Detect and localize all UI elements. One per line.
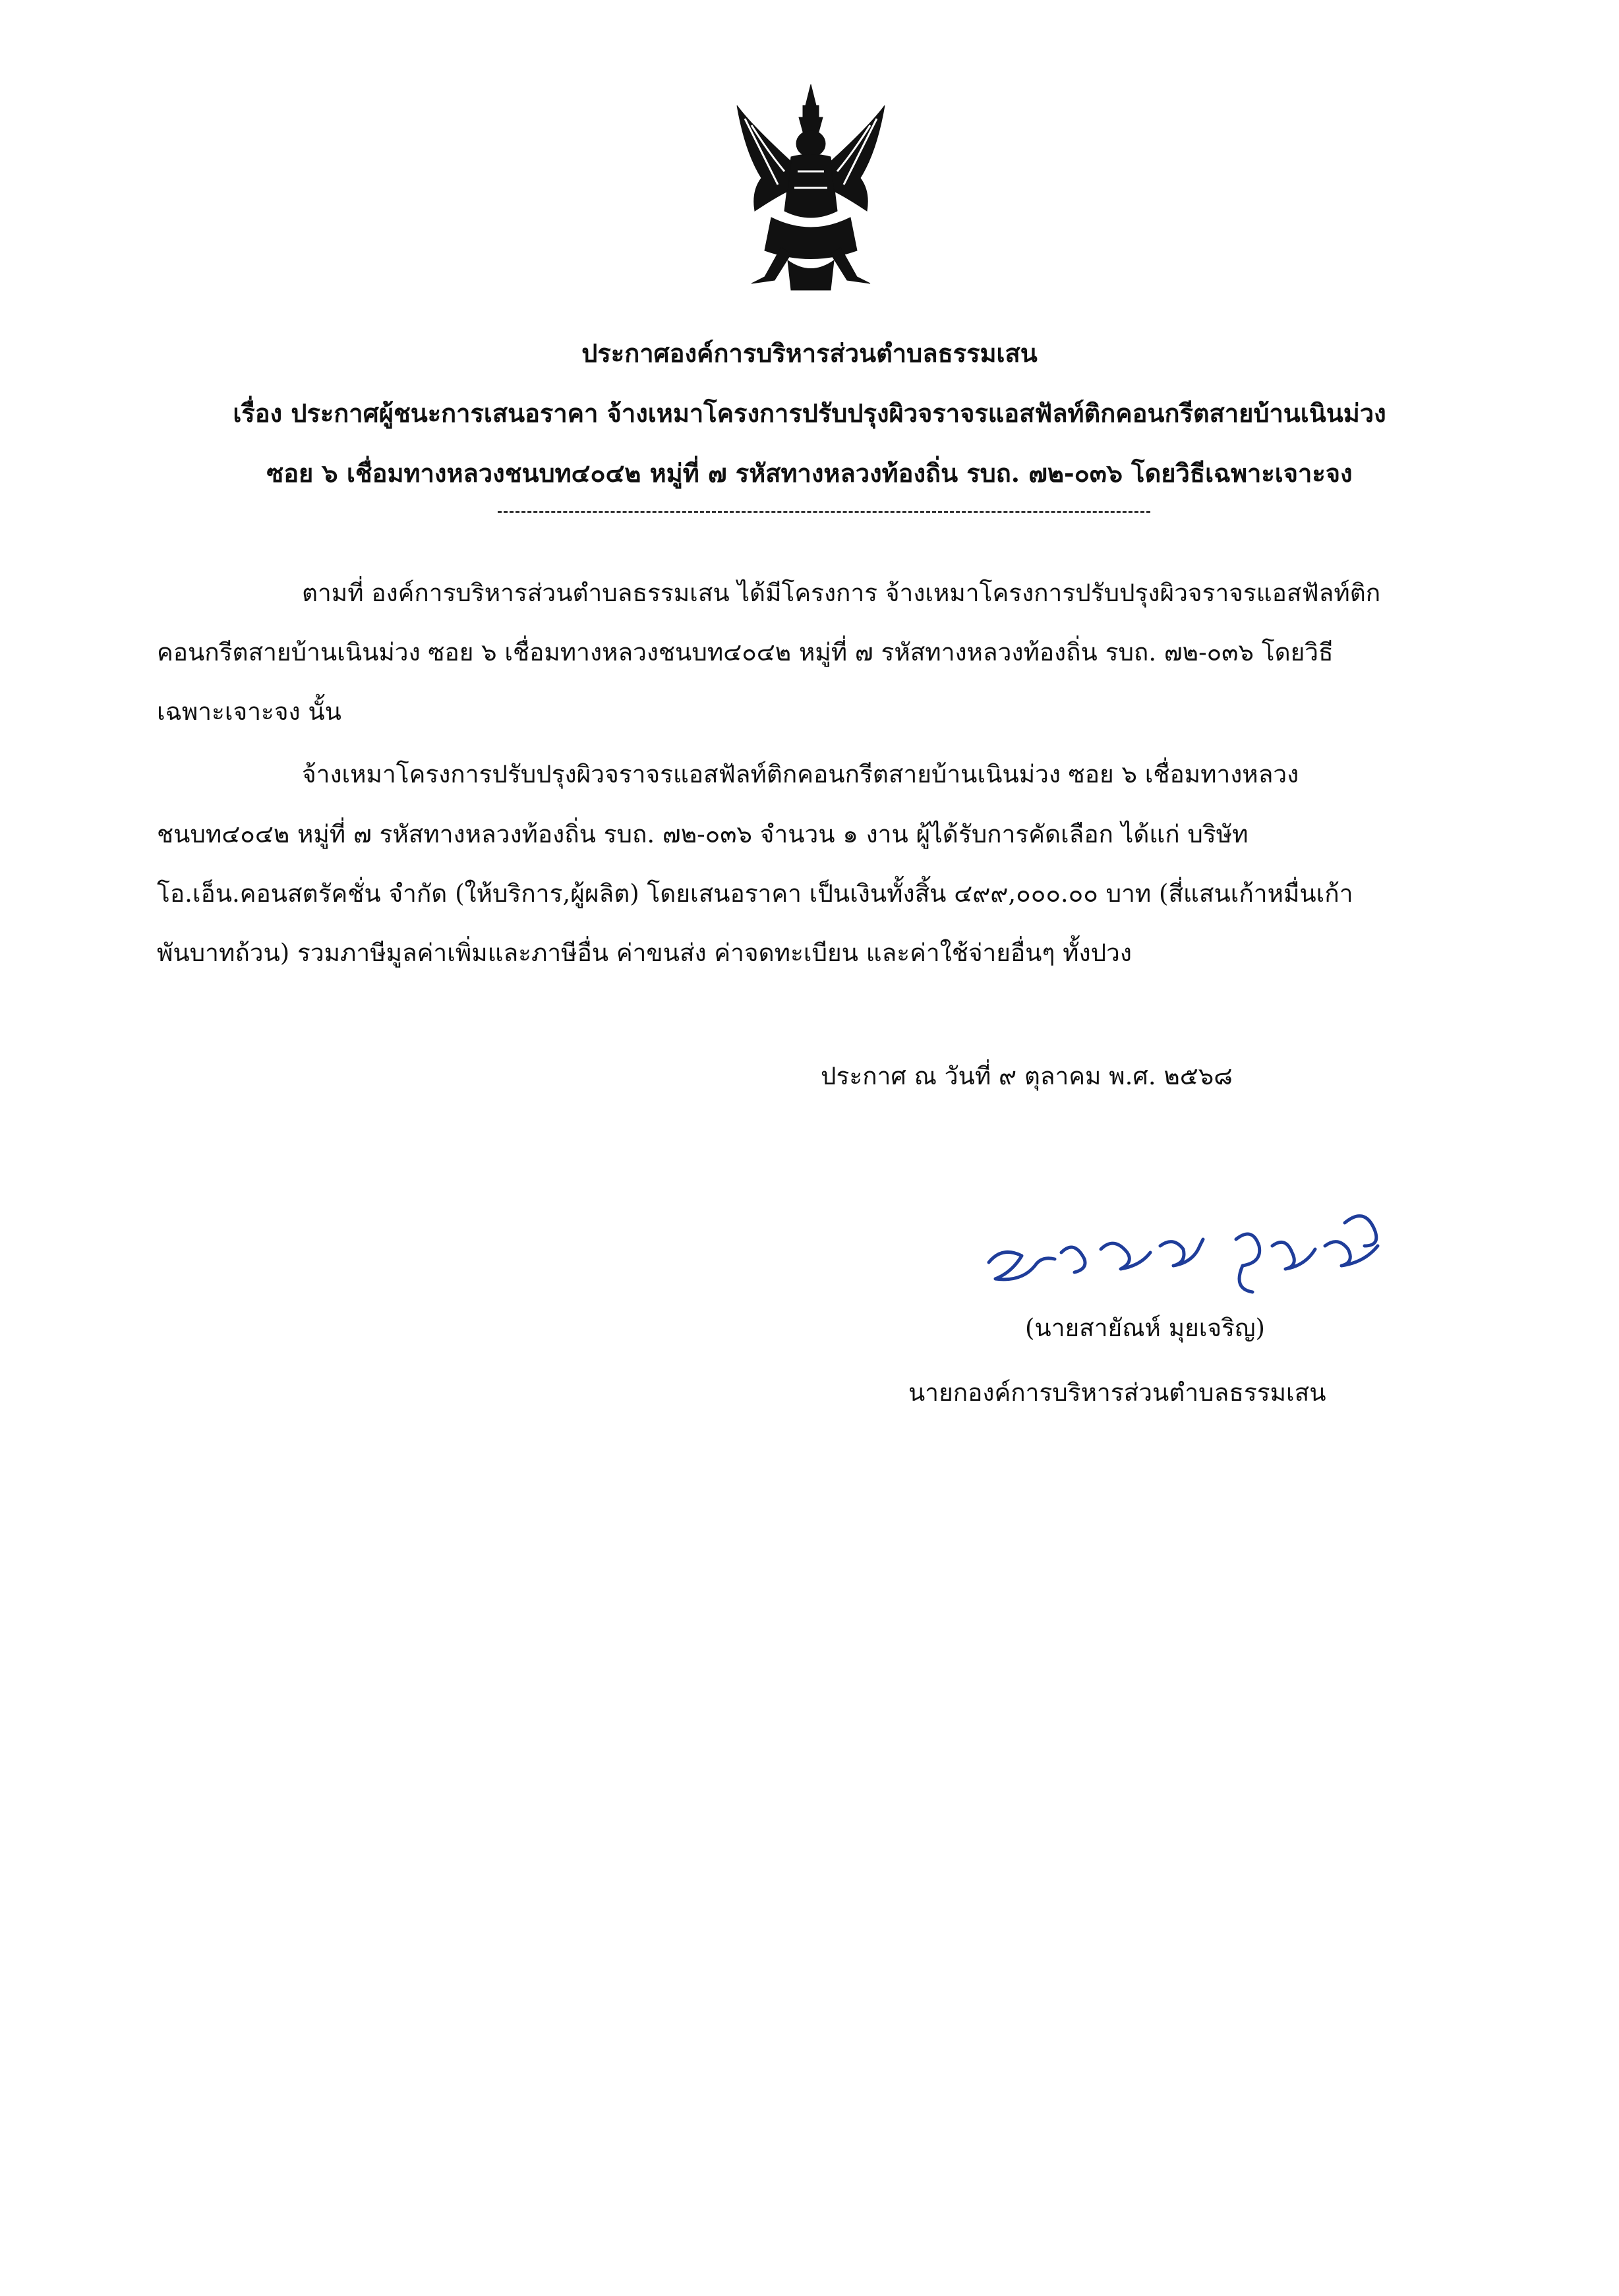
heading-line-1: ประกาศองค์การบริหารส่วนตำบลธรรมเสน [581,338,1038,368]
paragraph-1-line-2: คอนกรีตสายบ้านเนินม่วง ซอย ๖ เชื่อมทางหลวงชนบท๔๐๔๒ หมู่ที่ ๗ รหัสทางหลวงท้องถิ่น รบถ. ๗๒-๐๓๖ โดยวิธี [157,638,1334,666]
announcement-date: ประกาศ ณ วันที่ ๙ ตุลาคม พ.ศ. ๒๕๖๘ [821,1062,1233,1090]
garuda-emblem-icon [725,79,897,297]
signatory-position: นายกองค์การบริหารส่วนตำบลธรรมเสน [908,1378,1326,1407]
heading-subject: เรื่อง ประกาศผู้ชนะการเสนอราคา จ้างเหมาโครงการปรับปรุงผิวจราจรแอสฟัลท์ติกคอนกรีตสายบ้านเนินม่วง [233,398,1386,428]
paragraph-2-line-2: ชนบท๔๐๔๒ หมู่ที่ ๗ รหัสทางหลวงท้องถิ่น รบถ. ๗๒-๐๓๖ จำนวน ๑ งาน ผู้ได้รับการคัดเลือก ได้แก่ บริษัท [157,820,1249,848]
handwritten-signature [976,1200,1398,1312]
paragraph-2-line-1: จ้างเหมาโครงการปรับปรุงผิวจราจรแอสฟัลท์ติกคอนกรีตสายบ้านเนินม่วง ซอย ๖ เชื่อมทางหลวง [302,760,1299,788]
divider-line [498,511,1150,513]
paragraph-2-line-4: พันบาทถ้วน) รวมภาษีมูลค่าเพิ่มและภาษีอื่น ค่าขนส่ง ค่าจดทะเบียน และค่าใช้จ่ายอื่นๆ ทั้งปวง [157,939,1132,967]
heading-subject-cont: ซอย ๖ เชื่อมทางหลวงชนบท๔๐๔๒ หมู่ที่ ๗ รหัสทางหลวงท้องถิ่น รบถ. ๗๒-๐๓๖ โดยวิธีเฉพาะเจาะจง [266,458,1353,488]
paragraph-1-line-1: ตามที่ องค์การบริหารส่วนตำบลธรรมเสน ได้มีโครงการ จ้างเหมาโครงการปรับปรุงผิวจราจรแอสฟัลท์ติก [302,579,1381,607]
paragraph-2-line-3: โอ.เอ็น.คอนสตรัคชั่น จำกัด (ให้บริการ,ผู้ผลิต) โดยเสนอราคา เป็นเงินทั้งสิ้น ๔๙๙,๐๐๐.๐๐ บาท (สี่แสนเก้าหมื่นเก้า [157,879,1353,908]
paragraph-1-line-3: เฉพาะเจาะจง นั้น [157,697,341,726]
signatory-name: (นายสายัณห์ มุยเจริญ) [1025,1314,1265,1342]
